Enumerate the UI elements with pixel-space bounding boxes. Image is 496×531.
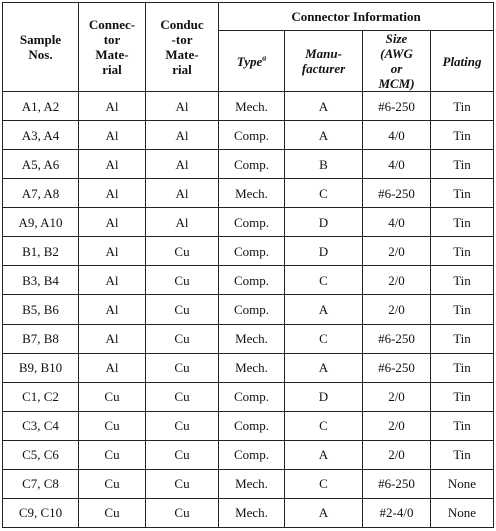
header-sample-nos: Sample Nos. — [3, 3, 79, 92]
cell-conductor-material: Cu — [146, 469, 219, 498]
cell-plating: Tin — [431, 121, 494, 150]
table-row — [3, 266, 494, 295]
cell-size: #6-250 — [363, 179, 431, 208]
cell-conductor-material: Cu — [146, 498, 219, 527]
header-size: Size (AWG or MCM) — [363, 31, 431, 92]
cell-type: Comp. — [219, 440, 285, 469]
table-row — [3, 92, 494, 121]
header-type-label: Type — [236, 53, 263, 69]
cell-size: 2/0 — [363, 411, 431, 440]
cell-plating: Tin — [431, 208, 494, 237]
table-row — [3, 498, 494, 527]
cell-plating: None — [431, 498, 494, 527]
cell-type: Mech. — [219, 469, 285, 498]
table-row — [3, 411, 494, 440]
header-conductor-material: Conduc -tor Mate- rial — [146, 3, 219, 92]
header-connector-information: Connector Information — [219, 3, 494, 31]
cell-conductor-material: Cu — [146, 382, 219, 411]
cell-connector-material: Al — [79, 353, 146, 382]
cell-plating: Tin — [431, 92, 494, 121]
cell-connector-material: Cu — [79, 469, 146, 498]
cell-connector-material: Al — [79, 92, 146, 121]
cell-plating: Tin — [431, 411, 494, 440]
cell-connector-material: Cu — [79, 411, 146, 440]
cell-plating: Tin — [431, 150, 494, 179]
cell-sample-nos: C7, C8 — [3, 469, 79, 498]
header-type — [219, 31, 285, 92]
cell-type: Comp. — [219, 266, 285, 295]
cell-size: 4/0 — [363, 208, 431, 237]
table-body — [3, 92, 494, 528]
cell-connector-material: Cu — [79, 382, 146, 411]
cell-sample-nos: B9, B10 — [3, 353, 79, 382]
cell-sample-nos: A9, A10 — [3, 208, 79, 237]
cell-size: #2-4/0 — [363, 498, 431, 527]
cell-connector-material: Al — [79, 179, 146, 208]
cell-connector-material: Al — [79, 237, 146, 266]
cell-type: Comp. — [219, 150, 285, 179]
cell-connector-material: Al — [79, 295, 146, 324]
cell-plating: Tin — [431, 266, 494, 295]
cell-manufacturer: D — [285, 237, 363, 266]
cell-plating: Tin — [431, 295, 494, 324]
table-row — [3, 469, 494, 498]
cell-sample-nos: B5, B6 — [3, 295, 79, 324]
cell-connector-material: Al — [79, 150, 146, 179]
cell-sample-nos: A7, A8 — [3, 179, 79, 208]
cell-size: 4/0 — [363, 150, 431, 179]
cell-sample-nos: B7, B8 — [3, 324, 79, 353]
cell-size: 4/0 — [363, 121, 431, 150]
cell-type: Comp. — [219, 295, 285, 324]
cell-manufacturer: B — [285, 150, 363, 179]
cell-connector-material: Al — [79, 324, 146, 353]
cell-manufacturer: A — [285, 121, 363, 150]
cell-size: #6-250 — [363, 469, 431, 498]
header-type-footnote: a — [262, 53, 267, 63]
cell-manufacturer: C — [285, 469, 363, 498]
cell-plating: Tin — [431, 382, 494, 411]
cell-plating: Tin — [431, 237, 494, 266]
cell-size: 2/0 — [363, 295, 431, 324]
cell-conductor-material: Cu — [146, 237, 219, 266]
table-row — [3, 295, 494, 324]
cell-size: 2/0 — [363, 266, 431, 295]
cell-conductor-material: Al — [146, 208, 219, 237]
cell-type: Comp. — [219, 121, 285, 150]
cell-sample-nos: B3, B4 — [3, 266, 79, 295]
header-plating: Plating — [431, 31, 494, 92]
cell-connector-material: Al — [79, 208, 146, 237]
cell-size: #6-250 — [363, 324, 431, 353]
cell-size: 2/0 — [363, 440, 431, 469]
table-row — [3, 382, 494, 411]
header-manufacturer: Manu- facturer — [285, 31, 363, 92]
cell-connector-material: Cu — [79, 498, 146, 527]
cell-connector-material: Al — [79, 266, 146, 295]
cell-conductor-material: Cu — [146, 411, 219, 440]
cell-plating: Tin — [431, 324, 494, 353]
cell-plating: Tin — [431, 353, 494, 382]
cell-sample-nos: A5, A6 — [3, 150, 79, 179]
cell-conductor-material: Al — [146, 150, 219, 179]
table-row — [3, 440, 494, 469]
table-row — [3, 208, 494, 237]
header-connector-material: Connec- tor Mate- rial — [79, 3, 146, 92]
cell-type: Comp. — [219, 382, 285, 411]
cell-type: Mech. — [219, 498, 285, 527]
cell-type: Mech. — [219, 179, 285, 208]
cell-conductor-material: Al — [146, 179, 219, 208]
connector-table — [2, 2, 494, 528]
cell-conductor-material: Cu — [146, 353, 219, 382]
table-row — [3, 324, 494, 353]
cell-manufacturer: D — [285, 208, 363, 237]
table-row — [3, 237, 494, 266]
cell-type: Comp. — [219, 237, 285, 266]
cell-sample-nos: C1, C2 — [3, 382, 79, 411]
cell-manufacturer: D — [285, 382, 363, 411]
cell-conductor-material: Cu — [146, 295, 219, 324]
cell-sample-nos: A3, A4 — [3, 121, 79, 150]
cell-conductor-material: Cu — [146, 324, 219, 353]
cell-manufacturer: C — [285, 179, 363, 208]
cell-type: Mech. — [219, 92, 285, 121]
cell-manufacturer: C — [285, 411, 363, 440]
cell-manufacturer: A — [285, 353, 363, 382]
cell-sample-nos: A1, A2 — [3, 92, 79, 121]
cell-manufacturer: A — [285, 295, 363, 324]
cell-conductor-material: Al — [146, 92, 219, 121]
table-row — [3, 179, 494, 208]
cell-size: #6-250 — [363, 353, 431, 382]
table-row — [3, 353, 494, 382]
cell-connector-material: Al — [79, 121, 146, 150]
cell-type: Mech. — [219, 353, 285, 382]
cell-manufacturer: C — [285, 266, 363, 295]
cell-manufacturer: A — [285, 92, 363, 121]
cell-size: 2/0 — [363, 382, 431, 411]
cell-conductor-material: Cu — [146, 440, 219, 469]
cell-plating: None — [431, 469, 494, 498]
cell-plating: Tin — [431, 179, 494, 208]
cell-size: 2/0 — [363, 237, 431, 266]
cell-sample-nos: C3, C4 — [3, 411, 79, 440]
cell-type: Comp. — [219, 411, 285, 440]
cell-size: #6-250 — [363, 92, 431, 121]
table-row — [3, 121, 494, 150]
cell-sample-nos: C9, C10 — [3, 498, 79, 527]
cell-conductor-material: Cu — [146, 266, 219, 295]
cell-manufacturer: A — [285, 498, 363, 527]
cell-sample-nos: B1, B2 — [3, 237, 79, 266]
table-row — [3, 150, 494, 179]
cell-manufacturer: A — [285, 440, 363, 469]
cell-type: Comp. — [219, 208, 285, 237]
cell-connector-material: Cu — [79, 440, 146, 469]
cell-manufacturer: C — [285, 324, 363, 353]
cell-conductor-material: Al — [146, 121, 219, 150]
cell-plating: Tin — [431, 440, 494, 469]
cell-type: Mech. — [219, 324, 285, 353]
cell-sample-nos: C5, C6 — [3, 440, 79, 469]
